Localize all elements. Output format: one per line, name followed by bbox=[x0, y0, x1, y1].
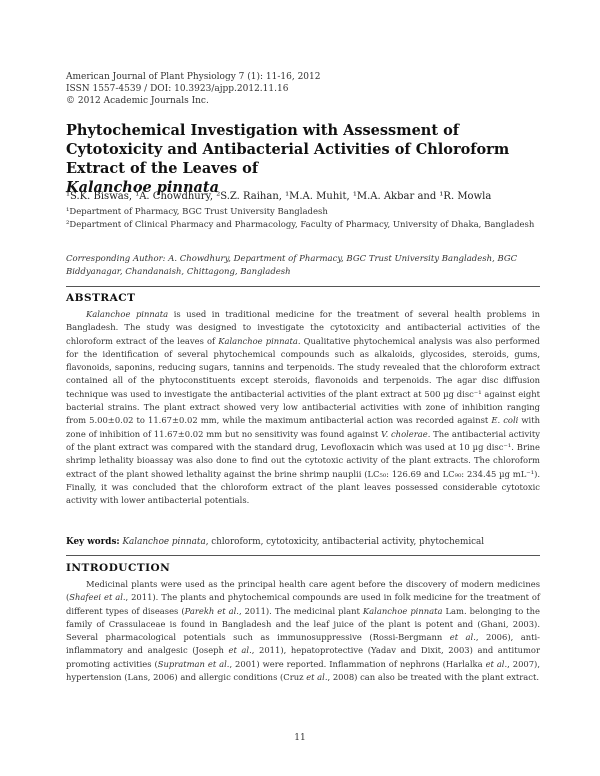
affiliation-2: ²Department of Clinical Pharmacy and Pharmacology, Faculty of Pharmacy, University of Dhaka, Bangladesh bbox=[66, 220, 535, 230]
journal-citation: American Journal of Plant Physiology 7 (1): 11-16, 2012 bbox=[66, 72, 321, 82]
intro-cite-2: Parekh et al. bbox=[184, 605, 239, 616]
intro-text-9: , 2008) can also be treated with the plant extract. bbox=[327, 672, 540, 683]
divider-top bbox=[66, 286, 540, 287]
introduction-body bbox=[66, 578, 540, 684]
title-main: Phytochemical Investigation with Assessment of Cytotoxicity and Antibacterial Activities of Chloroform Extract of the Leaves of bbox=[66, 122, 510, 177]
intro-cite-3: Supratman et al. bbox=[157, 658, 230, 669]
intro-cite-1: Shafeei et al. bbox=[69, 592, 126, 603]
intro-text-8: , 2007), hypertension (Lans, 2006) and allergic conditions (Cruz bbox=[66, 658, 540, 683]
abstract-species-2: Kalanchoe pinnata bbox=[218, 335, 298, 346]
intro-text-2: , 2011). The plants and phytochemical compounds are used in folk medicine for the treatment of different types of diseases ( bbox=[66, 592, 541, 616]
divider-bottom bbox=[66, 555, 540, 556]
intro-text-4: Lam. belonging to the family of Crassulaceae is found in Bangladesh and the leaf juice of the plant is potent and (Ghani, 2003). Several pharmacological potentials such as immunosuppressive (Rossi-Bergmann bbox=[66, 605, 540, 643]
keywords bbox=[66, 536, 540, 549]
intro-text-1: Medicinal plants were used as the principal health care agent before the discovery of modern medicines ( bbox=[66, 579, 540, 603]
abstract-text-4: . The antibacterial activity of the plant extract was compared with the standard drug, Levofloxacin which was used at 10 µg disc⁻¹. Brine shrimp lethality bioassay was also done to find out the cytotoxic activity of the plant extracts. The chloroform extract of the plant showed lethality against the brine shrimp nauplii (LC₅₀: 126.69 and LC₉₀: 234.45 µg mL⁻¹). Finally, it was concluded that the chloroform extract of the plant leaves possessed considerable cytotoxic activity with lower antibacterial potentials. bbox=[66, 428, 540, 506]
keywords-rest: , chloroform, cytotoxicity, antibacterial activity, phytochemical bbox=[205, 537, 485, 547]
page-number: 11 bbox=[294, 733, 306, 743]
keywords-species: Kalanchoe pinnata bbox=[122, 537, 206, 547]
journal-copyright: © 2012 Academic Journals Inc. bbox=[66, 96, 209, 106]
intro-etal-3: et al. bbox=[485, 658, 508, 669]
abstract-species-1: Kalanchoe pinnata bbox=[86, 309, 169, 319]
paper-title bbox=[66, 121, 546, 197]
author-list: ¹S.K. Biswas, ¹A. Chowdhury, ²S.Z. Raihan, ¹M.A. Muhit, ¹M.A. Akbar and ¹R. Mowla bbox=[66, 191, 492, 202]
abstract-text-1: is used in traditional medicine for the treatment of several health problems in Bangladesh. The study was designed to investigate the cytotoxicity and antibacterial activities of the chloroform extract of the leaves of bbox=[66, 309, 540, 346]
journal-issn-doi: ISSN 1557-4539 / DOI: 10.3923/ajpp.2012.11.16 bbox=[66, 84, 289, 94]
abstract-text-2: . Qualitative phytochemical analysis was also performed for the identification of several phytochemical compounds such as alkaloids, glycosides, steroids, gums, flavonoids, saponins, reducing sugars, tannins and terpenoids. The study revealed that the chloroform extract contained all of the phytoconstituents except steroids, flavonoids and terpenoids. The agar disc diffusion technique was used to investigate the antibacterial activities of the plant extract at 500 µg disc⁻¹ against eight bacterial strains. The plant extract showed very low antibacterial activities with zone of inhibition ranging from 5.00±0.02 to 11.67±0.02 mm, while the maximum antibacterial action was recorded against bbox=[66, 335, 540, 426]
intro-etal-2: et al. bbox=[228, 645, 252, 656]
intro-text-7: , 2001) were reported. Inflammation of nephrons (Harlalka bbox=[229, 658, 486, 669]
introduction-heading: INTRODUCTION bbox=[66, 562, 171, 574]
abstract-heading: ABSTRACT bbox=[66, 292, 136, 304]
abstract-organism-vcholerae: V. cholerae bbox=[380, 428, 428, 439]
abstract-body bbox=[66, 308, 540, 507]
title-species: Kalanchoe pinnata bbox=[66, 179, 219, 196]
intro-etal-1: et al. bbox=[449, 632, 476, 643]
intro-text-6: , 2011), hepatoprotective (Yadav and Dixit, 2003) and antitumor promoting activities ( bbox=[66, 645, 540, 669]
corresponding-author: Corresponding Author: A. Chowdhury, Department of Pharmacy, BGC Trust University Bangladesh, BGC Biddyanagar, Chandanaish, Chittagong, Bangladesh bbox=[66, 254, 518, 277]
affiliation-1: ¹Department of Pharmacy, BGC Trust University Bangladesh bbox=[66, 207, 328, 217]
keywords-label: Key words: bbox=[66, 537, 120, 547]
intro-text-5: , 2006), anti-inflammatory and analgesic (Joseph bbox=[66, 632, 541, 656]
intro-text-3: , 2011). The medicinal plant bbox=[238, 605, 363, 616]
abstract-organism-ecoli: E. coli bbox=[491, 415, 519, 426]
intro-etal-4: et al. bbox=[306, 672, 328, 683]
intro-species: Kalanchoe pinnata bbox=[362, 605, 443, 616]
abstract-text-3: with zone of inhibition of 11.67±0.02 mm but no sensitivity was found against bbox=[66, 415, 540, 439]
